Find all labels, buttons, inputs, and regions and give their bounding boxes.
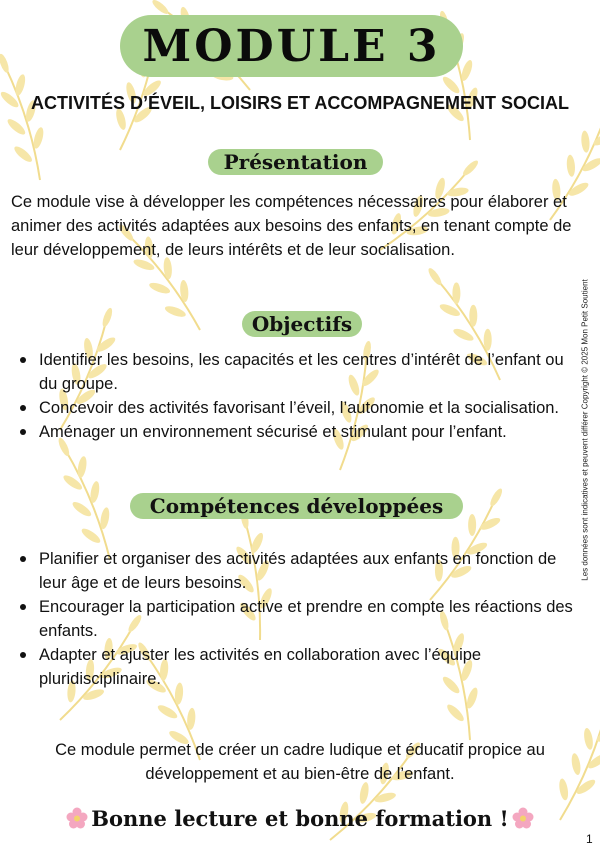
section-heading-presentation: Présentation <box>208 149 383 175</box>
copyright-note: Les données sont indicatives et peuvent différer Copyright © 2025 Mon Petit Soutient <box>580 279 590 581</box>
signoff <box>0 806 600 831</box>
closing-text: Ce module permet de créer un cadre ludique et éducatif propice au développement et au bien-être de l’enfant. <box>55 741 545 783</box>
flower-icon <box>512 807 534 829</box>
flower-icon <box>66 807 88 829</box>
list-item: Adapter et ajuster les activités en collaboration avec l’équipe pluridisciplinaire. <box>12 643 580 691</box>
module-title-pill <box>120 15 463 77</box>
list-item: Planifier et organiser des activités adaptées aux enfants en fonction de leur âge et de leurs besoins. <box>12 547 580 595</box>
competences-list <box>12 547 580 691</box>
module-title: MODULE 3 <box>142 20 441 72</box>
signoff-text: Bonne lecture et bonne formation ! <box>91 806 509 831</box>
section-heading-objectifs: Objectifs <box>242 311 362 337</box>
page-number: 1 <box>586 832 593 846</box>
objectifs-list <box>12 348 580 444</box>
module-subtitle: ACTIVITÉS D’ÉVEIL, LOISIRS ET ACCOMPAGNEMENT SOCIAL <box>30 93 570 113</box>
list-item: Concevoir des activités favorisant l’éveil, l’autonomie et la socialisation. <box>12 396 580 420</box>
section-heading-competences: Compétences développées <box>130 493 463 519</box>
list-item: Identifier les besoins, les capacités et les centres d’intérêt de l’enfant ou du groupe. <box>12 348 580 396</box>
list-item: Aménager un environnement sécurisé et stimulant pour l’enfant. <box>12 420 580 444</box>
presentation-text: Ce module vise à développer les compétences nécessaires pour élaborer et animer des activités adaptées aux besoins des enfants, en tenant compte de leur développement, de leurs intérêts et de leur socialisation. <box>11 193 572 259</box>
list-item: Encourager la participation active et prendre en compte les réactions des enfants. <box>12 595 580 643</box>
